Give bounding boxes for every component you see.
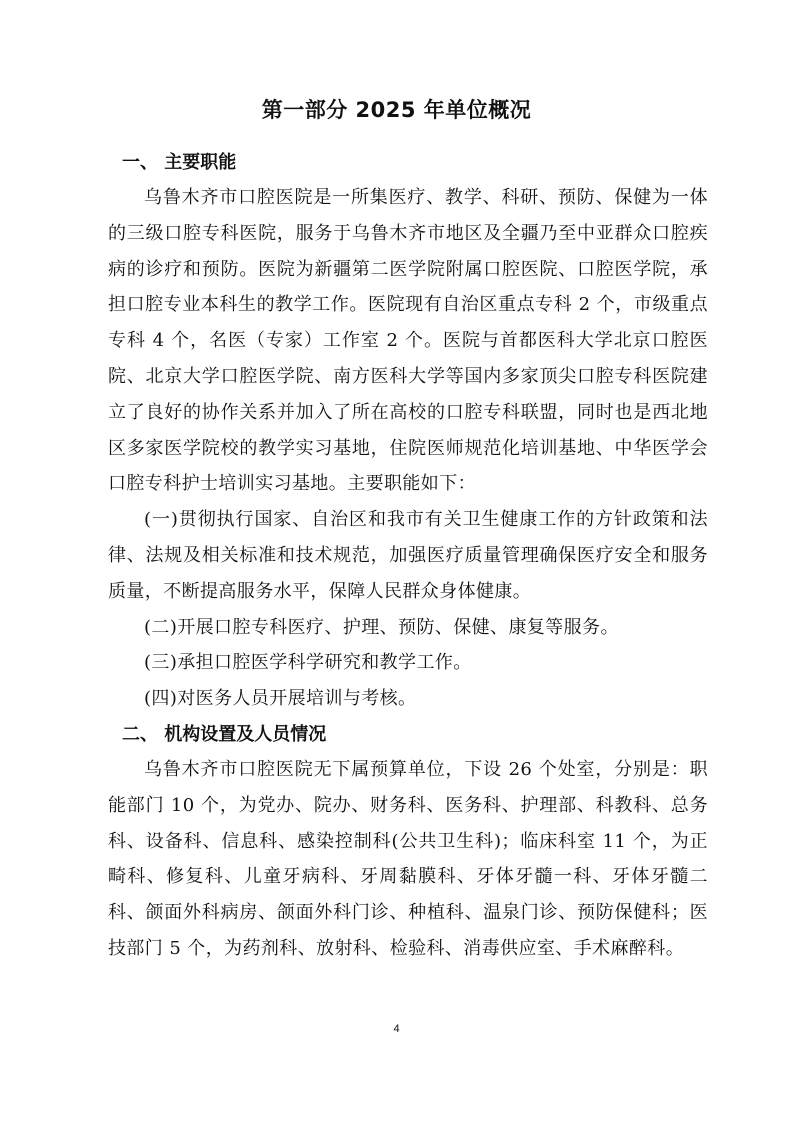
section-heading-main-functions: 一、 主要职能 [122,152,237,173]
paragraph-organization: 乌鲁木齐市口腔医院无下属预算单位，下设 26 个处室，分别是：职能部门 10 个，为党办、院办、财务科、医务科、护理部、科教科、总务科、设备科、信息科、感染控制科(公共卫生科)；临床科室 11 个，为正畸科、修复科、儿童牙病科、牙周黏膜科、牙体牙髓一科、牙体牙髓二科、颌面外科病房、颌面外科门诊、种植科、温泉门诊、预防保健科；医技部门 5 个，为药剂科、放射科、检验科、消毒供应室、手术麻醉科。 [108,758,708,959]
paragraph-function-2: (二)开展口腔专科医疗、护理、预防、保健、康复等服务。 [144,616,619,638]
section-heading-organization: 二、 机构设置及人员情况 [122,723,327,745]
paragraph-function-3: (三)承担口腔医学科学研究和教学工作。 [144,652,472,674]
paragraph-function-4: (四)对医务人员开展培训与考核。 [144,688,417,710]
paragraph-function-1: (一)贯彻执行国家、自治区和我市有关卫生健康工作的方针政策和法律、法规及相关标准和技术规范，加强医疗质量管理确保医疗安全和服务质量，不断提高服务水平，保障人民群众身体健康。 [108,509,708,602]
document-body [108,145,708,967]
paragraph-intro: 乌鲁木齐市口腔医院是一所集医疗、教学、科研、预防、保健为一体的三级口腔专科医院，服务于乌鲁木齐市地区及全疆乃至中亚群众口腔疾病的诊疗和预防。医院为新疆第二医学院附属口腔医院、口腔医学院，承担口腔专业本科生的教学工作。医院现有自治区重点专科 2 个，市级重点专科 4 个，名医（专家）工作室 2 个。医院与首都医科大学北京口腔医院、北京大学口腔医学院、南方医科大学等国内多家顶尖口腔专科医院建立了良好的协作关系并加入了所在高校的口腔专科联盟，同时也是西北地区多家医学院校的教学实习基地，住院医师规范化培训基地、中华医学会口腔专科护士培训实习基地。主要职能如下： [108,187,708,495]
page-title: 第一部分 2025 年单位概况 [261,98,532,122]
page-number: 4 [393,1023,400,1035]
